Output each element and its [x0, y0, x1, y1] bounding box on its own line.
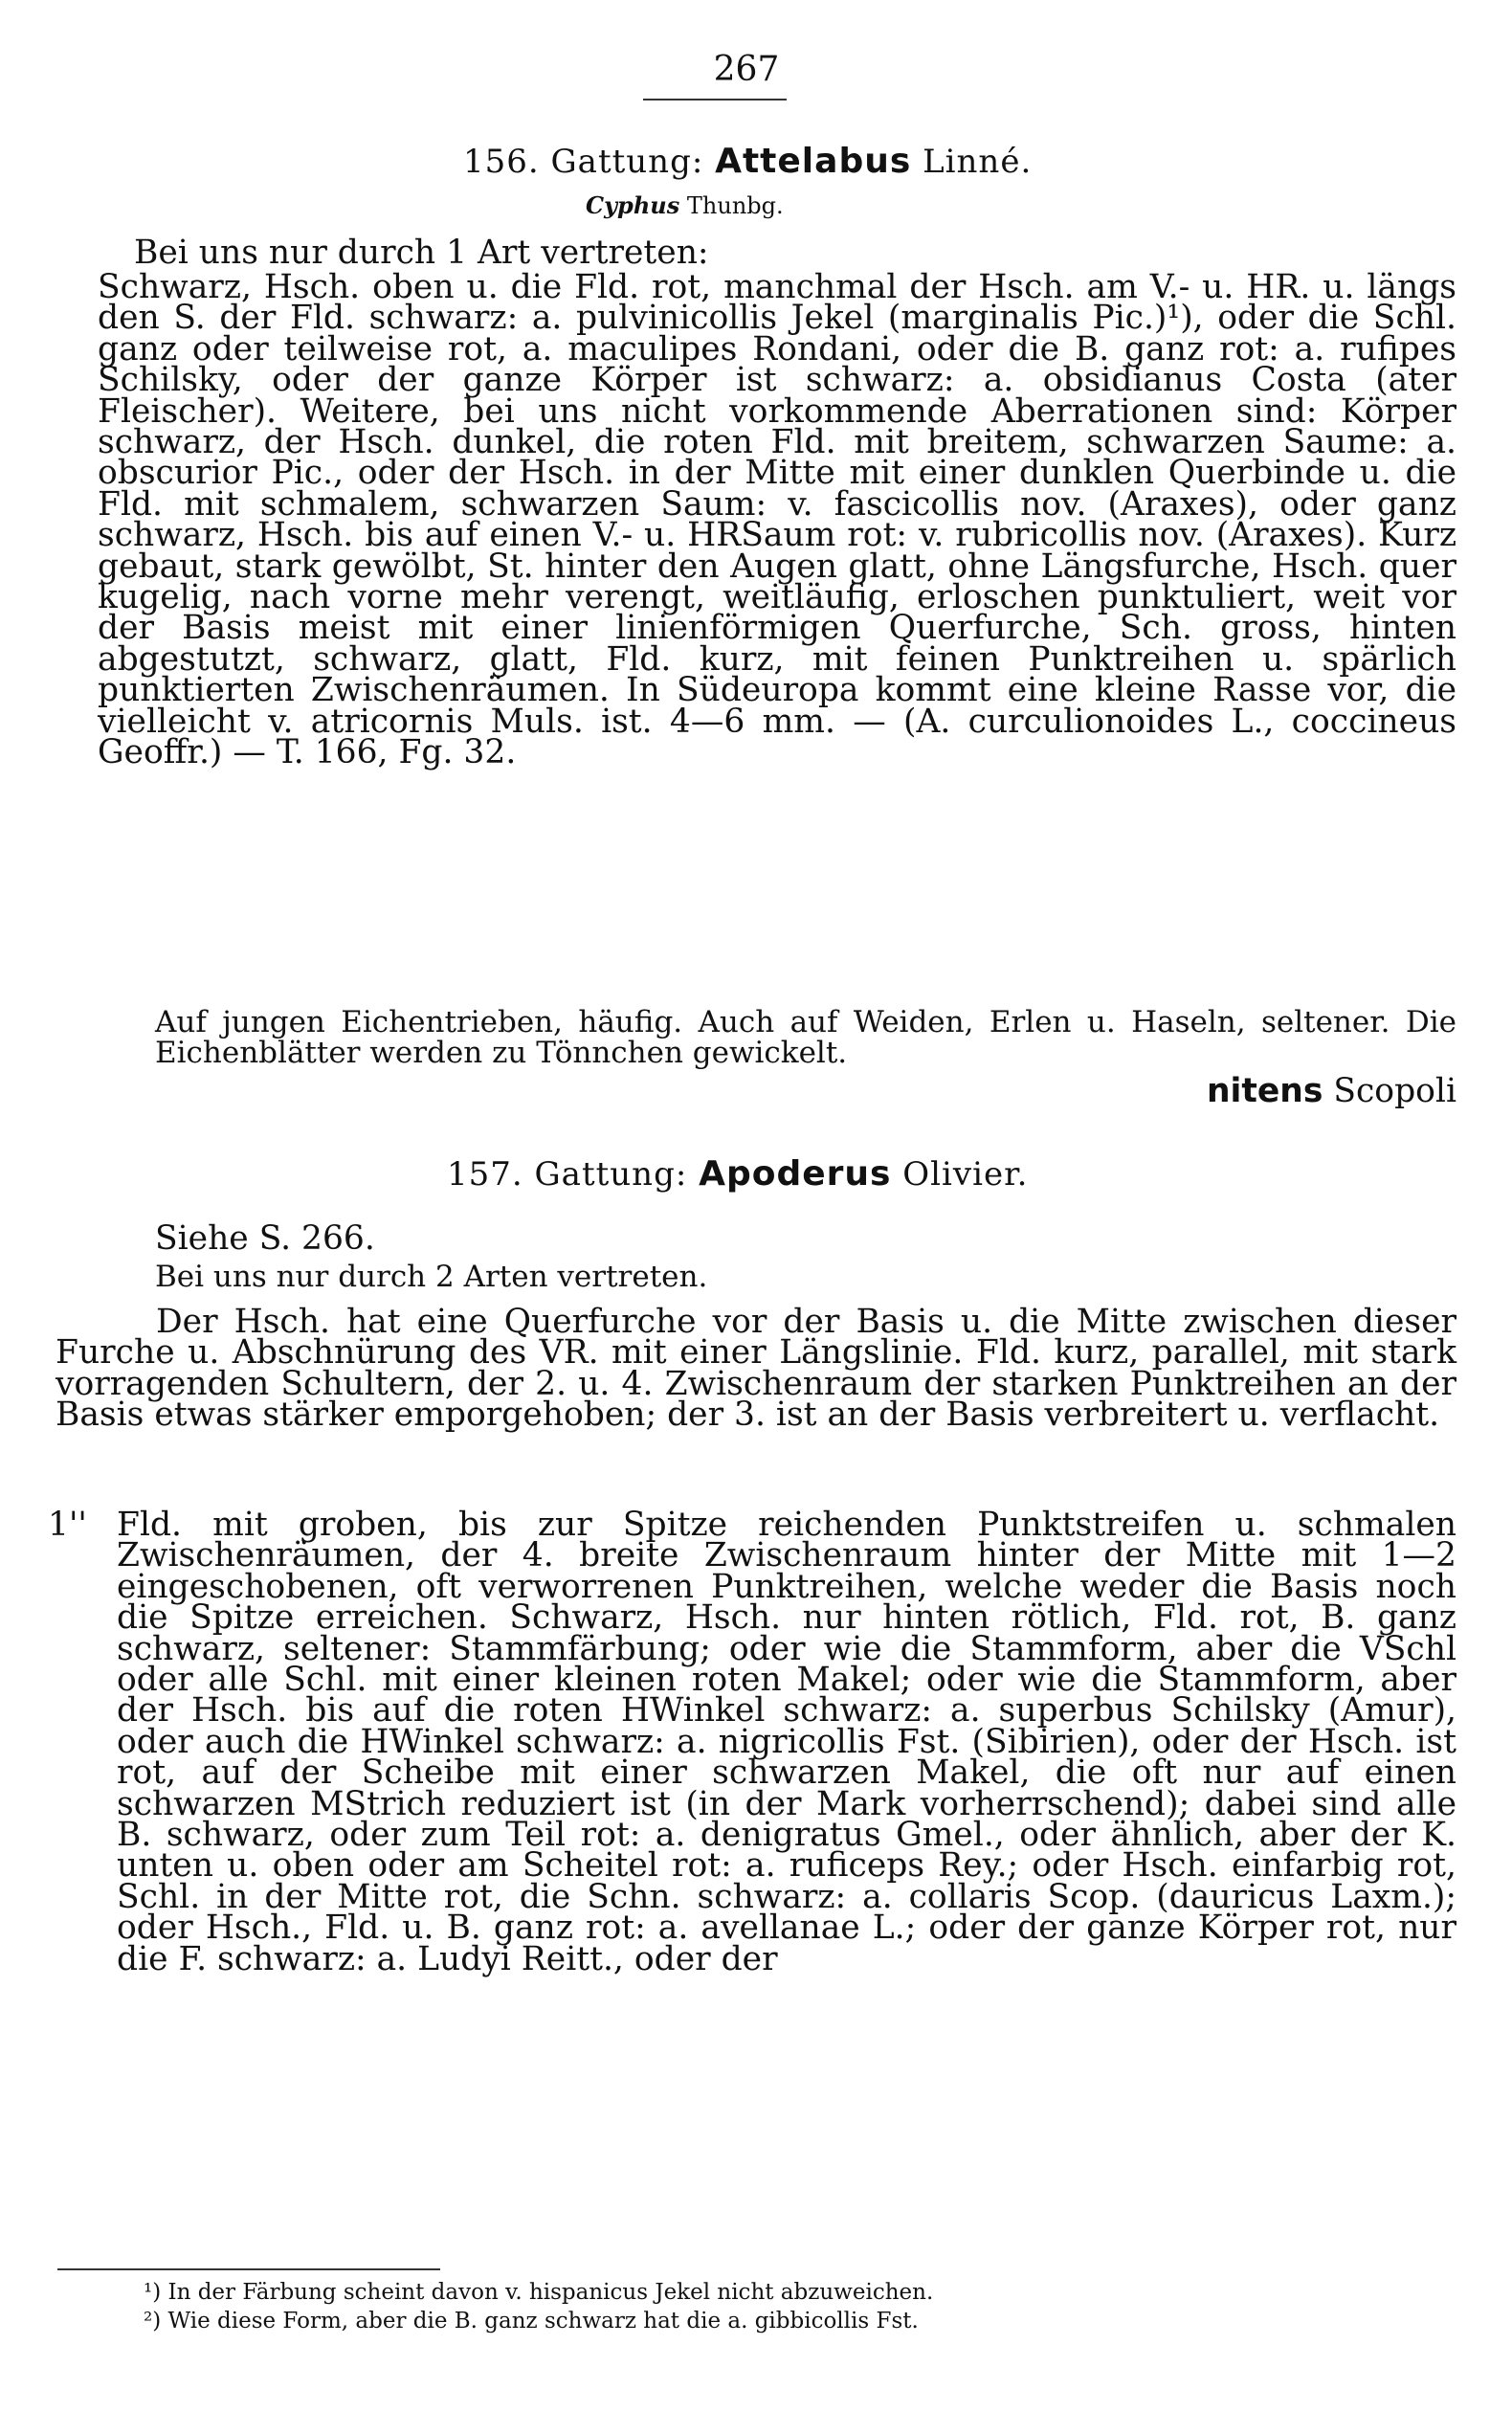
gattung-label: Gattung:: [534, 1155, 688, 1194]
species-name: nitens: [1207, 1072, 1323, 1110]
see-reference: Siehe S. 266.: [155, 1219, 375, 1258]
species-line-156: [861, 1072, 1456, 1110]
genus-author: Olivier.: [902, 1155, 1029, 1194]
gattung-label: Gattung:: [550, 143, 704, 181]
genus-heading-156: [0, 142, 1512, 181]
description-156: Schwarz, Hsch. oben u. die Fld. rot, manchmal der Hsch. am V.- u. HR. u. längs den S. der Fld. schwarz: a. pulvinicollis Jekel (marginalis Pic.)¹), oder die Schl. ganz oder teilweise rot, a. maculipes Rondani, oder die B. ganz rot: a. rufipes Schilsky, oder der ganze Körper ist schwarz: a. obsidianus Costa (ater Fleischer). Weitere, bei uns nicht vorkommende Aberrationen sind: Körper schwarz, der Hsch. dunkel, die roten Fld. mit breitem, schwarzen Saume: a. obscurior Pic., oder der Hsch. in der Mitte mit einer dunklen Querbinde u. die Fld. mit schmalem, schwarzen Saum: v. fascicollis nov. (Araxes), oder ganz schwarz, Hsch. bis auf einen V.- u. HRSaum rot: v. rubricollis nov. (Araxes). Kurz gebaut, stark gewölbt, St. hinter den Augen glatt, ohne Längsfurche, Hsch. quer kugelig, nach vorne mehr verengt, weitläufig, erloschen punktuliert, weit vor der Basis meist mit einer linienförmigen Querfurche, Sch. gross, hinten abgestutzt, schwarz, glatt, Fld. kurz, mit feinen Punktreihen u. spärlich punktierten Zwischenräumen. In Südeuropa kommt eine kleine Rasse vor, die vielleicht v. atricornis Muls. ist. 4—6 mm. — (A. curculionoides L., coccineus Geoffr.) — T. 166, Fg. 32.: [98, 268, 1456, 772]
couplet-text: Fld. mit groben, bis zur Spitze reichenden Punktstreifen u. schmalen Zwischenräumen, der 4. breite Zwischenraum hinter der Mitte mit 1—2 eingeschobenen, oft verworrenen Punktreihen, welche weder die Basis noch die Spitze erreichen. Schwarz, Hsch. nur hinten rötlich, Fld. rot, B. ganz schwarz, seltener: Stammfärbung; oder wie die Stammform, aber die VSchl oder alle Schl. mit einer kleinen roten Makel; oder wie die Stammform, aber der Hsch. bis auf die roten HWinkel schwarz: a. superbus Schilsky (Amur), oder auch die HWinkel schwarz: a. nigricollis Fst. (Sibirien), oder der Hsch. ist rot, auf der Scheibe mit einer schwarzen Makel, die oft nur auf einen schwarzen MStrich reduziert ist (in der Mark vorherrschend); dabei sind alle B. schwarz, oder zum Teil rot: a. denigratus Gmel., oder ähnlich, aber der K. unten u. oben oder am Scheitel rot: a. ruficeps Rey.; oder Hsch. einfarbig rot, Schl. in der Mitte rot, die Schn. schwarz: a. collaris Scop. (dauricus Laxm.); oder Hsch., Fld. u. B. ganz rot: a. avellanae L.; oder der ganze Körper rot, nur die F. schwarz: a. Ludyi Reitt., oder der: [117, 1506, 1456, 1978]
genus-synonym: [0, 191, 1512, 219]
genus-name: Apoderus: [699, 1154, 892, 1194]
section-number: 156.: [463, 143, 540, 181]
intro-157: Bei uns nur durch 2 Arten vertreten.: [155, 1260, 708, 1294]
footnote-rule: [57, 2268, 440, 2270]
couplet-mark: 1'': [48, 1506, 87, 1544]
species-author: Scopoli: [1333, 1072, 1456, 1110]
intro-156: Bei uns nur durch 1 Art vertreten:: [134, 234, 709, 272]
footnote-2: ²) Wie diese Form, aber die B. ganz schwarz hat die a. gibbicollis Fst.: [144, 2309, 919, 2334]
habitat-156: Auf jungen Eichentrieben, häufig. Auch auf Weiden, Erlen u. Haseln, seltener. Die Eichenblätter werden zu Tönnchen gewickelt.: [155, 1005, 1456, 1070]
header-rule: [643, 99, 787, 100]
synonym-author: Thunbg.: [686, 192, 784, 219]
genus-heading-157: [0, 1154, 1512, 1194]
page-number: 267: [713, 50, 780, 89]
key-intro-157: Der Hsch. hat eine Querfurche vor der Basis u. die Mitte zwischen dieser Furche u. Abschnürung des VR. mit einer Längslinie. Fld. kurz, parallel, mit stark vorragenden Schultern, der 2. u. 4. Zwischenraum der starken Punktreihen an der Basis etwas stärker emporgehoben; der 3. ist an der Basis verbreitert u. verflacht.: [56, 1303, 1456, 1435]
section-number: 157.: [447, 1155, 523, 1194]
footnote-1: ¹) In der Färbung scheint davon v. hispanicus Jekel nicht abzuweichen.: [144, 2280, 934, 2305]
genus-name: Attelabus: [715, 142, 912, 181]
synonym-name: Cyphus: [586, 191, 680, 219]
genus-author: Linné.: [923, 143, 1033, 181]
